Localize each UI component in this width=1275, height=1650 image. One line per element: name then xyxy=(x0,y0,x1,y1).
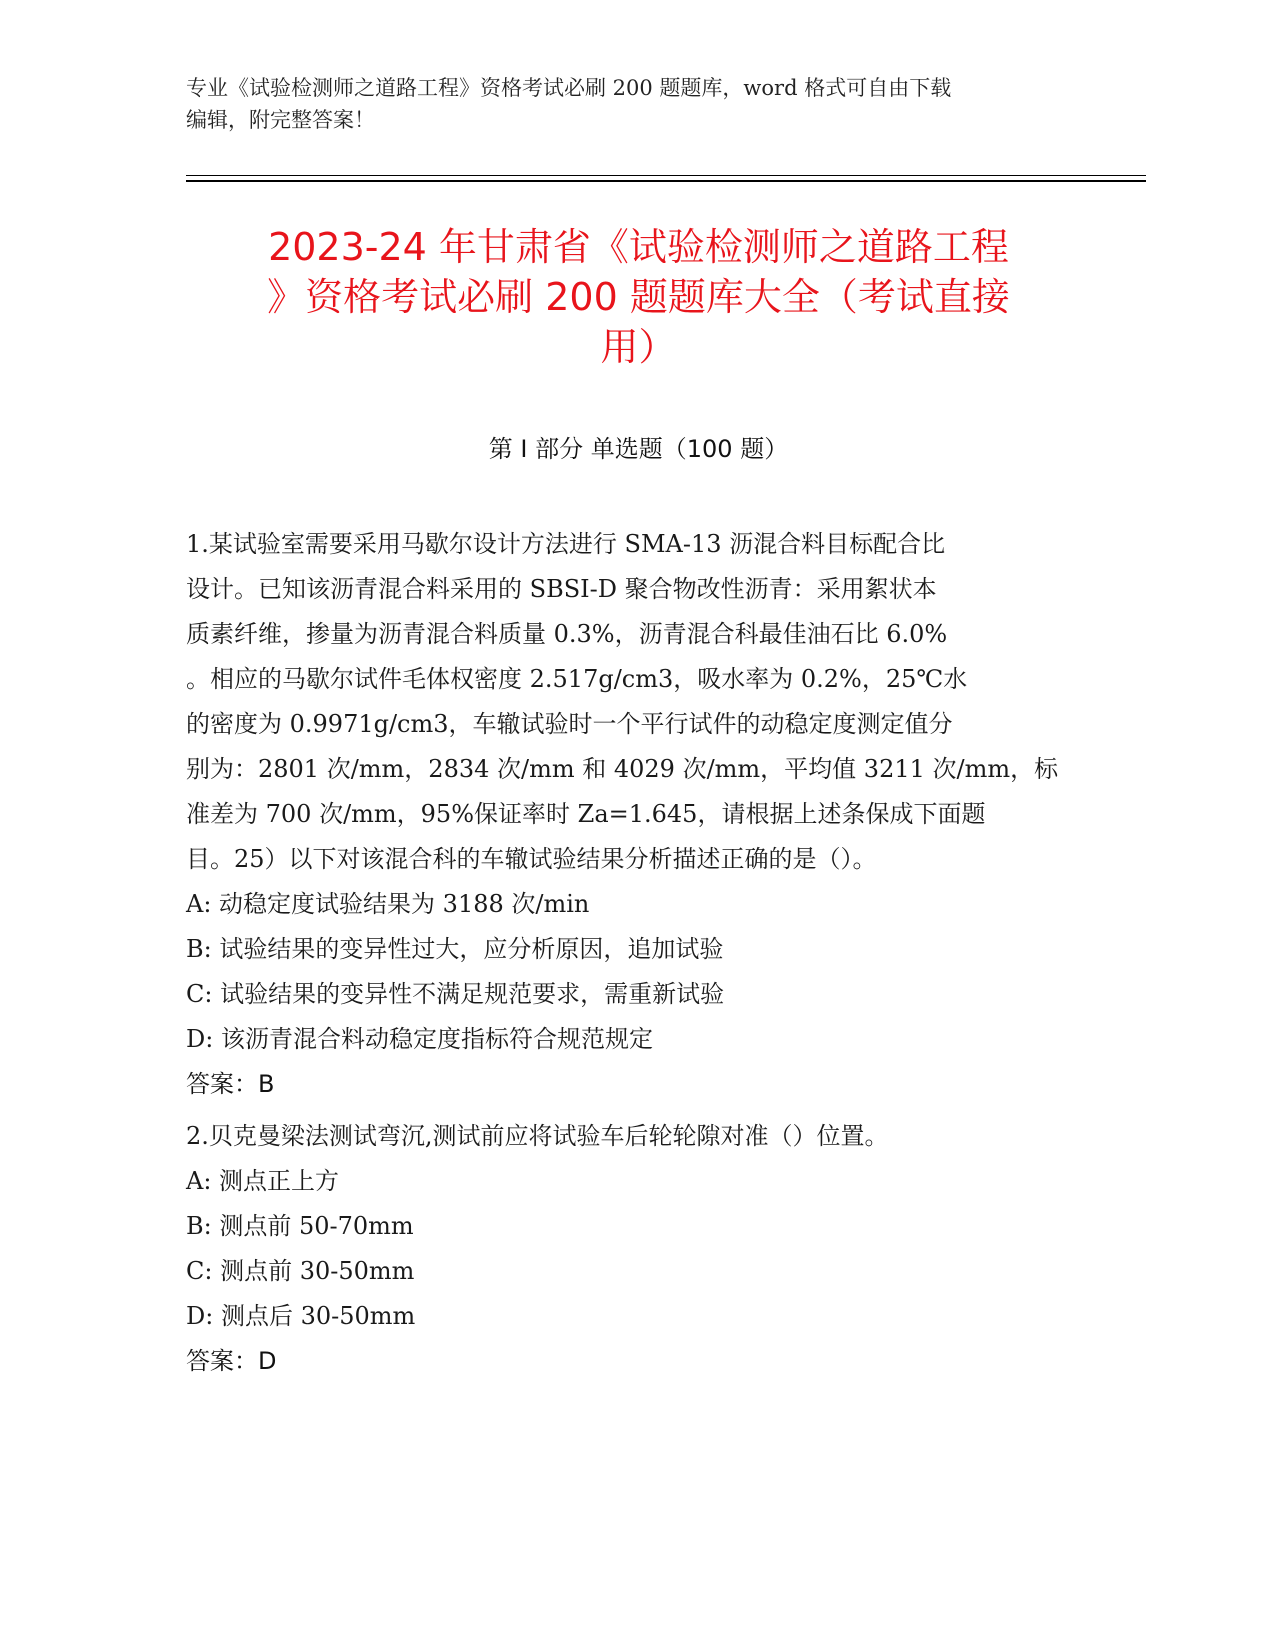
question-stem-line: 设计。已知该沥青混合料采用的 SBSI-D 聚合物改性沥青：采用絮状本 xyxy=(186,575,937,603)
option-b: B: 试验结果的变异性过大，应分析原因，追加试验 xyxy=(186,935,724,963)
answer-label: 答案：D xyxy=(186,1347,277,1375)
answer-label: 答案：B xyxy=(186,1070,275,1098)
header-note-line: 专业《试验检测师之道路工程》资格考试必刷 200 题题库，word 格式可自由下载 xyxy=(186,76,952,100)
question-block xyxy=(186,522,1096,1107)
document-title-line: 用） xyxy=(600,325,677,369)
document-title xyxy=(186,222,1091,372)
question-stem-line: 准差为 700 次/mm，95%保证率时 Za=1.645，请根据上述条保成下面题 xyxy=(186,800,986,828)
question-stem-line: 2.贝克曼梁法测试弯沉,测试前应将试验车后轮轮隙对准（）位置。 xyxy=(186,1122,889,1150)
option-a: A: 动稳定度试验结果为 3188 次/min xyxy=(186,890,590,918)
question-stem-line: 质素纤维，掺量为沥青混合料质量 0.3%，沥青混合科最佳油石比 6.0% xyxy=(186,620,948,648)
option-c: C: 试验结果的变异性不满足规范要求，需重新试验 xyxy=(186,980,725,1008)
option-d: D: 测点后 30-50mm xyxy=(186,1302,416,1330)
question-stem-line: 目。25）以下对该混合科的车辙试验结果分析描述正确的是（）。 xyxy=(186,845,877,873)
option-c: C: 测点前 30-50mm xyxy=(186,1257,415,1285)
question-stem-line: 。相应的马歇尔试件毛体权密度 2.517g/cm3，吸水率为 0.2%，25℃水 xyxy=(186,665,968,693)
question-stem-line: 别为：2801 次/mm，2834 次/mm 和 4029 次/mm，平均值 3211 次/mm，标 xyxy=(186,755,1059,783)
question-stem-line: 1.某试验室需要采用马歇尔设计方法进行 SMA-13 沥混合料目标配合比 xyxy=(186,530,946,558)
header-divider-thin xyxy=(186,175,1146,176)
document-title-line: 》资格考试必刷 200 题题库大全（考试直接 xyxy=(267,275,1010,319)
section-heading: 第 I 部分 单选题（100 题） xyxy=(488,435,789,463)
option-d: D: 该沥青混合料动稳定度指标符合规范规定 xyxy=(186,1025,653,1053)
header-note-line: 编辑，附完整答案！ xyxy=(186,108,375,132)
question-block xyxy=(186,1114,1096,1384)
document-title-line: 2023-24 年甘肃省《试验检测师之道路工程 xyxy=(268,225,1009,269)
header-note xyxy=(186,72,1086,136)
header-divider-thick xyxy=(186,180,1146,182)
question-stem-line: 的密度为 0.9971g/cm3，车辙试验时一个平行试件的动稳定度测定值分 xyxy=(186,710,953,738)
option-a: A: 测点正上方 xyxy=(186,1167,340,1195)
option-b: B: 测点前 50-70mm xyxy=(186,1212,414,1240)
